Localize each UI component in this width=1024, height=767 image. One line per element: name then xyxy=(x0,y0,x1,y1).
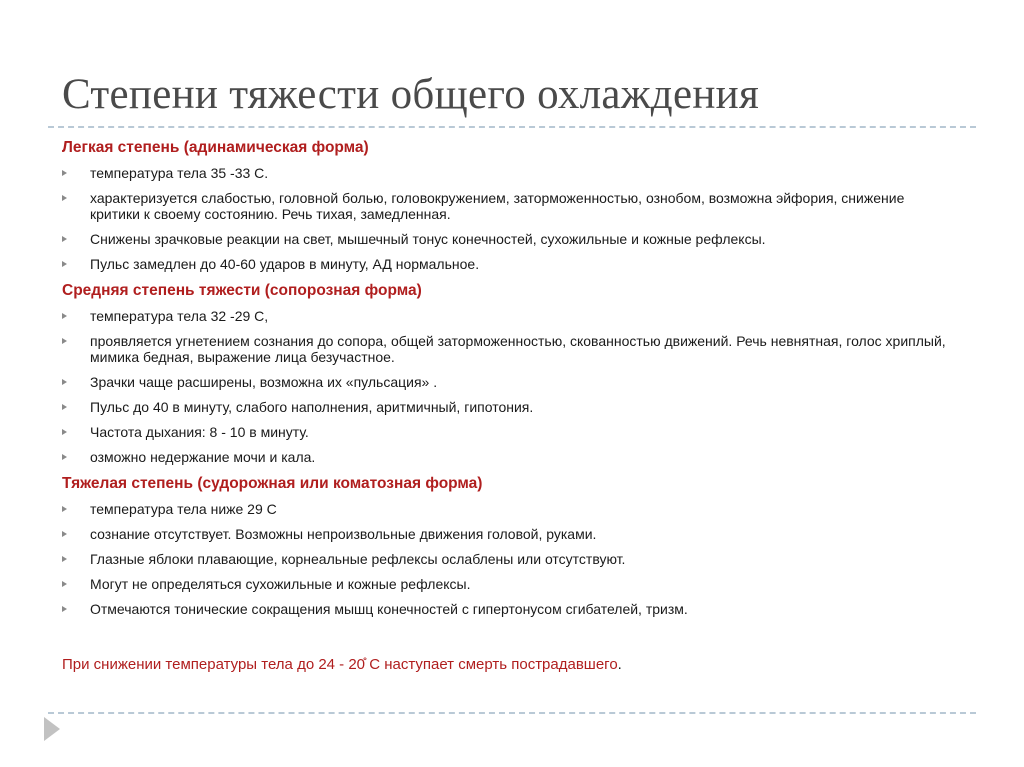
section-heading-moderate: Средняя степень тяжести (сопорозная форма) xyxy=(62,282,422,299)
bullet-text: Могут не определяться сухожильные и кожные рефлексы. xyxy=(90,576,471,592)
bullet-text: Снижены зрачковые реакции на свет, мышечный тонус конечностей, сухожильные и кожные рефлексы. xyxy=(90,231,766,247)
bullet-text: Отмечаются тонические сокращения мышц конечностей с гипертонусом сгибателей, тризм. xyxy=(90,601,688,617)
bullet-item xyxy=(62,551,952,567)
triangle-bullet-icon xyxy=(62,531,67,537)
triangle-bullet-icon xyxy=(62,404,67,410)
triangle-bullet-icon xyxy=(62,581,67,587)
bullet-item xyxy=(62,526,952,542)
triangle-bullet-icon xyxy=(62,195,67,201)
triangle-bullet-icon xyxy=(62,429,67,435)
bullet-item xyxy=(62,576,952,592)
triangle-bullet-icon xyxy=(62,454,67,460)
conclusion-period: . xyxy=(617,656,622,673)
bullet-text: Пульс до 40 в минуту, слабого наполнения, аритмичный, гипотония. xyxy=(90,399,534,415)
section-heading-severe: Тяжелая степень (судорожная или коматозная форма) xyxy=(62,475,483,492)
bullet-item xyxy=(62,231,952,247)
bullet-item xyxy=(62,256,952,272)
triangle-bullet-icon xyxy=(62,556,67,562)
bullet-text: сознание отсутствует. Возможны непроизвольные движения головой, руками. xyxy=(90,526,597,542)
bullet-text: проявляется угнетением сознания до сопора, общей заторможенностью, скованностью движений. Речь невнятная, голос хриплый, мимика бедная, выражение лица безучастное. xyxy=(90,333,946,365)
slide-corner-arrow-icon xyxy=(44,717,60,741)
bullet-text: характеризуется слабостью, головной болью, головокружением, заторможенностью, ознобом, возможна эйфория, снижение критики к своему состоянию. Речь тихая, замедленная. xyxy=(90,190,905,222)
bullet-item xyxy=(62,190,952,222)
triangle-bullet-icon xyxy=(62,338,67,344)
bullet-item xyxy=(62,399,952,415)
section-heading-mild: Легкая степень (адинамическая форма) xyxy=(62,139,369,156)
bullet-text: температура тела 32 -29 С, xyxy=(90,308,269,324)
slide-content xyxy=(62,138,952,626)
bullet-item xyxy=(62,501,952,517)
triangle-bullet-icon xyxy=(62,506,67,512)
slide-title: Степени тяжести общего охлаждения xyxy=(62,71,760,118)
bullet-text: Зрачки чаще расширены, возможна их «пульсация» . xyxy=(90,374,438,390)
bullet-item xyxy=(62,165,952,181)
triangle-bullet-icon xyxy=(62,236,67,242)
triangle-bullet-icon xyxy=(62,379,67,385)
conclusion-main: При снижении температуры тела до 24 - 20̊ С наступает смерть пострадавшего xyxy=(62,656,618,673)
bullet-item xyxy=(62,333,952,365)
bullet-text: озможно недержание мочи и кала. xyxy=(90,449,316,465)
bullet-item xyxy=(62,374,952,390)
triangle-bullet-icon xyxy=(62,313,67,319)
triangle-bullet-icon xyxy=(62,261,67,267)
triangle-bullet-icon xyxy=(62,170,67,176)
bullet-item xyxy=(62,308,952,324)
bullet-text: Пульс замедлен до 40-60 ударов в минуту, АД нормальное. xyxy=(90,256,480,272)
bullet-item xyxy=(62,424,952,440)
bullet-item xyxy=(62,601,952,617)
triangle-bullet-icon xyxy=(62,606,67,612)
bullet-text: температура тела 35 -33 С. xyxy=(90,165,269,181)
title-divider xyxy=(48,126,976,128)
bullet-text: Частота дыхания: 8 - 10 в минуту. xyxy=(90,424,309,440)
bullet-text: температура тела ниже 29 С xyxy=(90,501,277,517)
conclusion-text xyxy=(62,656,622,673)
bullet-text: Глазные яблоки плавающие, корнеальные рефлексы ослаблены или отсутствуют. xyxy=(90,551,626,567)
footer-divider xyxy=(48,712,976,714)
bullet-item xyxy=(62,449,952,465)
